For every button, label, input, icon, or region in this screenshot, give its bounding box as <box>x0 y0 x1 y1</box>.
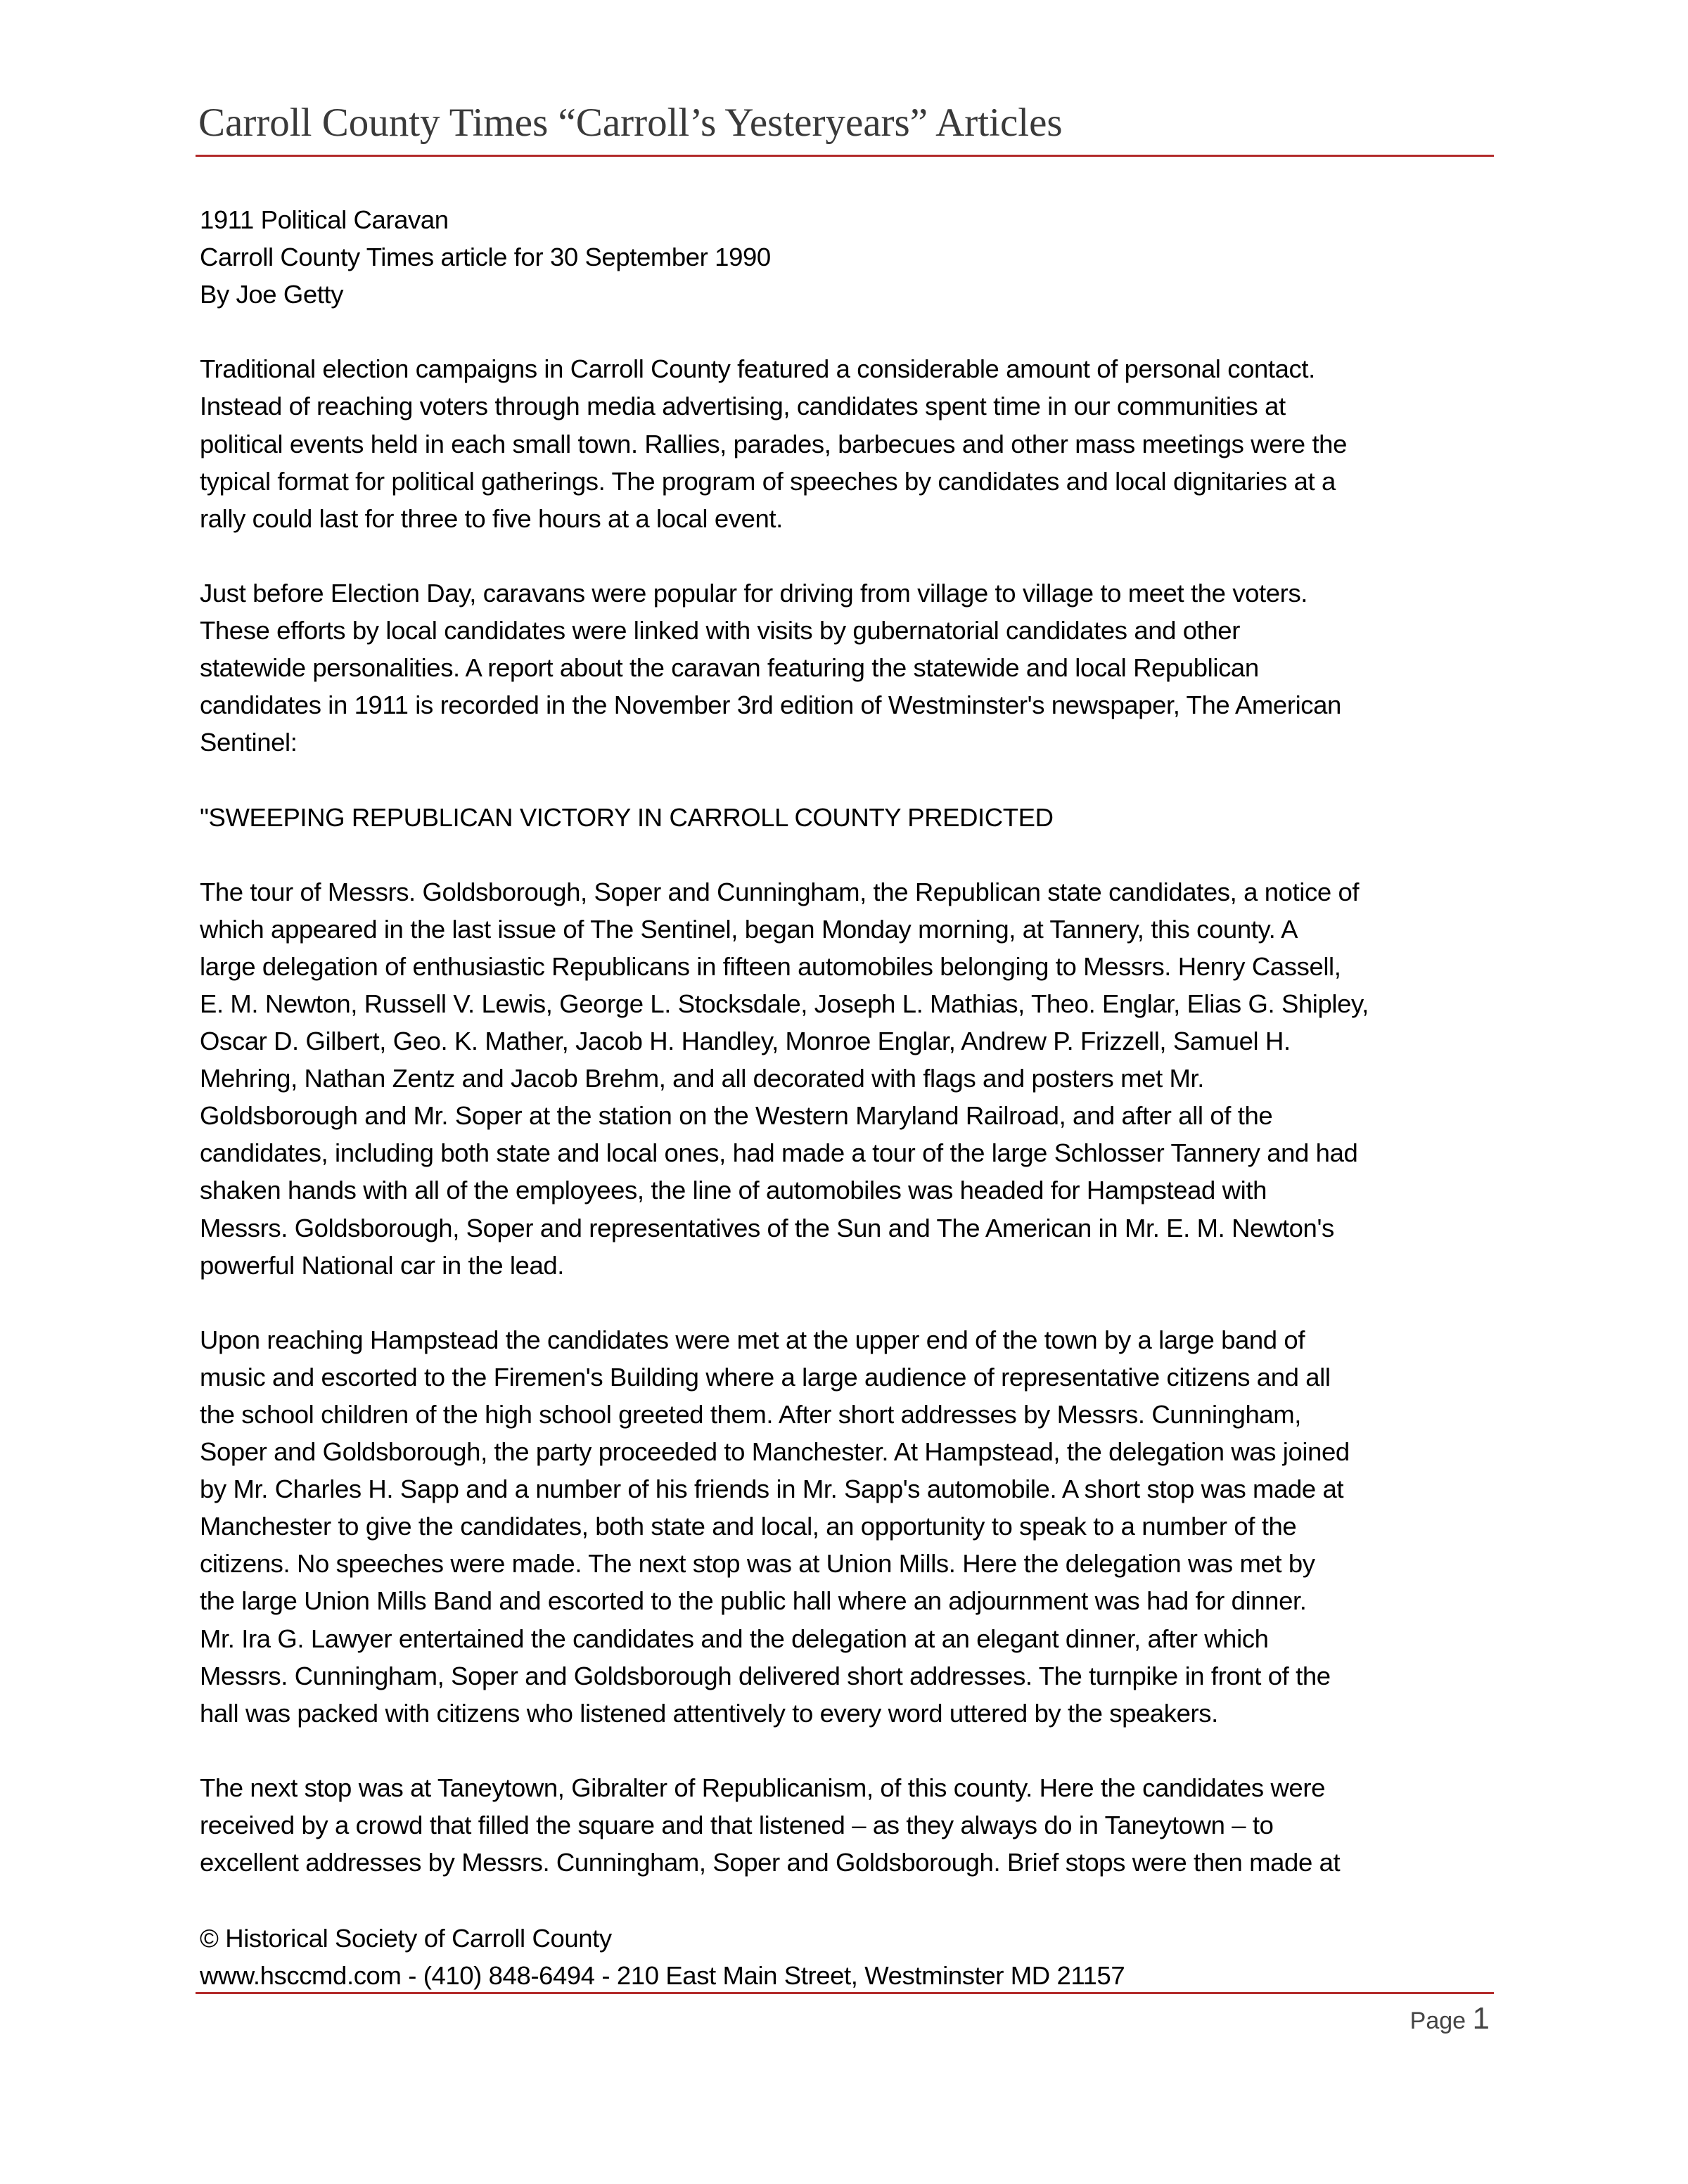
paragraph-line: typical format for political gatherings. The program of speeches by candidates and local dignitaries at a <box>200 466 1336 496</box>
paragraph-line: received by a crowd that filled the square and that listened – as they always do in Taneytown – to <box>200 1811 1274 1840</box>
article-meta <box>200 201 1369 313</box>
paragraph-line: excellent addresses by Messrs. Cunningham, Soper and Goldsborough. Brief stops were then made at <box>200 1848 1341 1877</box>
paragraph-line: hall was packed with citizens who listened attentively to every word uttered by the speakers. <box>200 1698 1218 1728</box>
footer-contact: www.hsccmd.com - (410) 848-6494 - 210 East Main Street, Westminster MD 21157 <box>200 1961 1125 1990</box>
article-paragraph <box>200 1769 1369 1881</box>
paragraph-line: rally could last for three to five hours at a local event. <box>200 503 783 533</box>
paragraph-line: candidates, including both state and local ones, had made a tour of the large Schlosser Tannery and had <box>200 1138 1358 1168</box>
paragraph-line: Messrs. Goldsborough, Soper and representatives of the Sun and The American in Mr. E. M. Newton's <box>200 1213 1334 1242</box>
document-header-title: Carroll County Times “Carroll’s Yesteryears” Articles <box>198 101 1063 145</box>
paragraph-line: large delegation of enthusiastic Republicans in fifteen automobiles belonging to Messrs. Henry Cassell, <box>200 951 1341 981</box>
paragraph-line: Soper and Goldsborough, the party proceeded to Manchester. At Hampstead, the delegation was joined <box>200 1437 1350 1467</box>
paragraph-line: by Mr. Charles H. Sapp and a number of his friends in Mr. Sapp's automobile. A short stop was made at <box>200 1475 1344 1504</box>
paragraph-line: Just before Election Day, caravans were popular for driving from village to village to meet the voters. <box>200 578 1308 608</box>
paragraph-line: The tour of Messrs. Goldsborough, Soper and Cunningham, the Republican state candidates, a notice of <box>200 877 1360 906</box>
paragraph-line: Instead of reaching voters through media advertising, candidates spent time in our communities at <box>200 392 1286 421</box>
page-label: Page <box>1409 2008 1466 2034</box>
article-paragraph <box>200 799 1369 836</box>
article-paragraph <box>200 574 1369 761</box>
paragraph-line: the school children of the high school greeted them. After short addresses by Messrs. Cunningham, <box>200 1400 1302 1429</box>
paragraph-line: statewide personalities. A report about the caravan featuring the statewide and local Republican <box>200 653 1259 683</box>
paragraph-line: candidates in 1911 is recorded in the November 3rd edition of Westminster's newspaper, The American <box>200 690 1341 720</box>
page-number-value: 1 <box>1472 2001 1490 2036</box>
article-body <box>200 201 1369 1918</box>
article-paragraph <box>200 350 1369 537</box>
paragraph-line: Mehring, Nathan Zentz and Jacob Brehm, and all decorated with flags and posters met Mr. <box>200 1064 1204 1093</box>
page-footer <box>200 1920 1125 1994</box>
paragraph-line: Oscar D. Gilbert, Geo. K. Mather, Jacob H. Handley, Monroe Englar, Andrew P. Frizzell, Samuel H. <box>200 1027 1291 1056</box>
article-headline: 1911 Political Caravan <box>200 205 449 234</box>
paragraph-line: which appeared in the last issue of The Sentinel, began Monday morning, at Tannery, this county. A <box>200 914 1298 944</box>
article-source: Carroll County Times article for 30 September 1990 <box>200 243 771 272</box>
paragraph-line: Manchester to give the candidates, both state and local, an opportunity to speak to a number of the <box>200 1512 1297 1541</box>
paragraph-line: Traditional election campaigns in Carroll County featured a considerable amount of personal contact. <box>200 354 1315 384</box>
paragraph-line: the large Union Mills Band and escorted to the public hall where an adjournment was had for dinner. <box>200 1586 1307 1616</box>
article-paragraph <box>200 873 1369 1284</box>
paragraph-line: political events held in each small town. Rallies, parades, barbecues and other mass meetings were the <box>200 429 1347 458</box>
paragraph-line: music and escorted to the Firemen's Building where a large audience of representative citizens and all <box>200 1362 1331 1392</box>
paragraph-line: Mr. Ira G. Lawyer entertained the candidates and the delegation at an elegant dinner, after which <box>200 1624 1269 1653</box>
paragraph-line: E. M. Newton, Russell V. Lewis, George L. Stocksdale, Joseph L. Mathias, Theo. Englar, Elias G. Shipley, <box>200 989 1369 1018</box>
footer-rule <box>196 1992 1494 1994</box>
page-number <box>1410 2001 1490 2036</box>
paragraph-line: citizens. No speeches were made. The next stop was at Union Mills. Here the delegation was met by <box>200 1549 1315 1579</box>
paragraph-line: Upon reaching Hampstead the candidates were met at the upper end of the town by a large band of <box>200 1325 1305 1354</box>
paragraph-line: These efforts by local candidates were linked with visits by gubernatorial candidates and other <box>200 616 1240 645</box>
paragraph-line: Sentinel: <box>200 728 298 757</box>
paragraph-line: powerful National car in the lead. <box>200 1250 564 1280</box>
paragraph-line: shaken hands with all of the employees, the line of automobiles was headed for Hampstead with <box>200 1176 1267 1205</box>
footer-copyright: © Historical Society of Carroll County <box>200 1924 612 1953</box>
article-byline: By Joe Getty <box>200 280 344 309</box>
header-rule <box>196 155 1494 157</box>
article-paragraph <box>200 1321 1369 1732</box>
paragraph-line: Goldsborough and Mr. Soper at the station on the Western Maryland Railroad, and after all of the <box>200 1101 1273 1131</box>
paragraph-line: The next stop was at Taneytown, Gibralter of Republicanism, of this county. Here the candidates were <box>200 1773 1325 1802</box>
paragraph-line: "SWEEPING REPUBLICAN VICTORY IN CARROLL COUNTY PREDICTED <box>200 802 1054 832</box>
paragraph-line: Messrs. Cunningham, Soper and Goldsborough delivered short addresses. The turnpike in front of the <box>200 1661 1331 1690</box>
